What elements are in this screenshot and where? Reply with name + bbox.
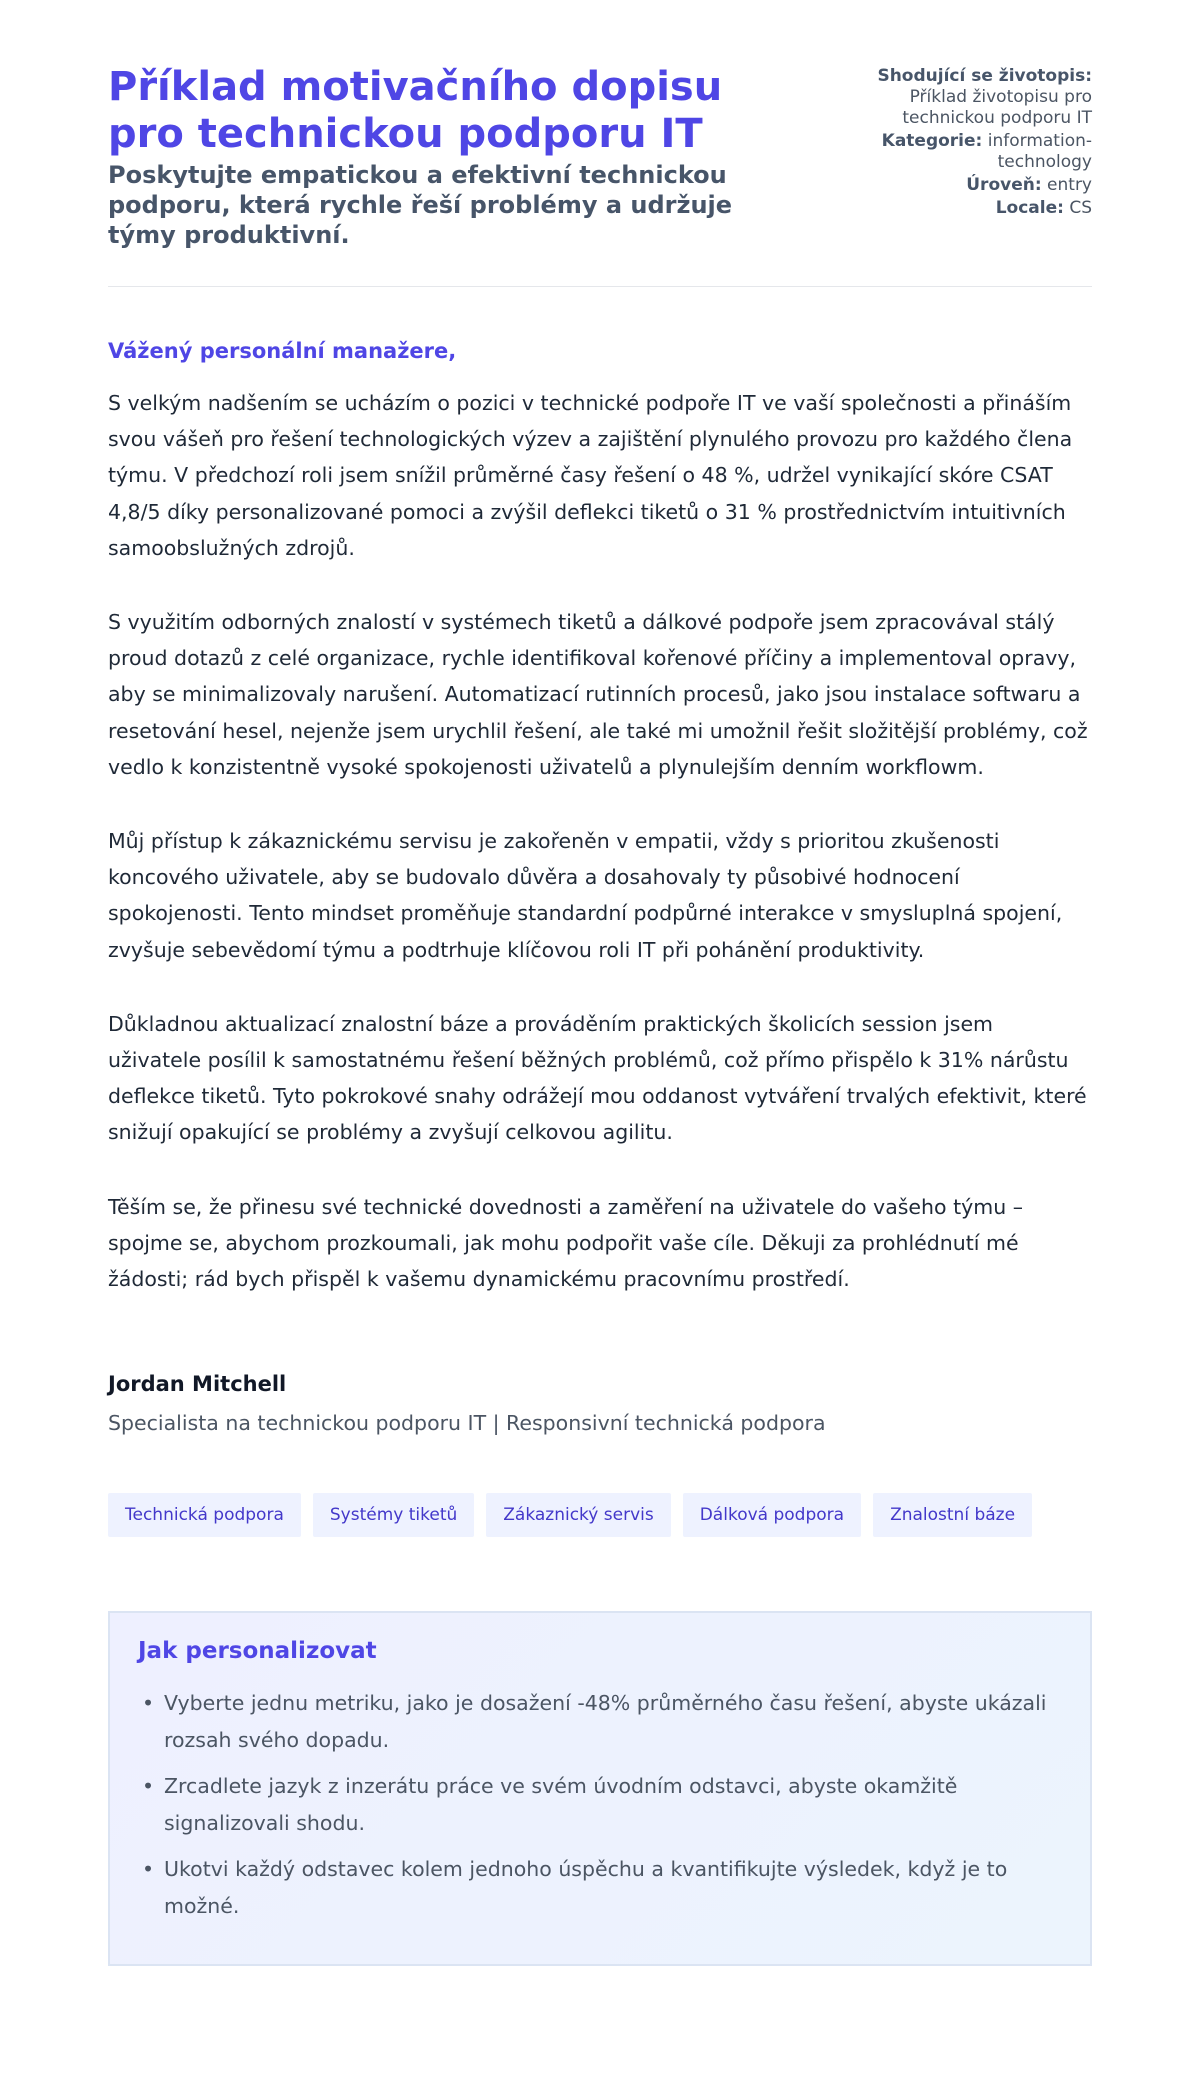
letter-body: [108, 337, 1092, 1297]
bullet-icon: •: [142, 1857, 155, 1882]
meta-resume-value: Příklad životopisu pro technickou podporu IT: [902, 87, 1092, 128]
meta-category-value: information-technology: [987, 131, 1092, 172]
meta-locale-value: CS: [1069, 198, 1092, 218]
meta-resume: [832, 66, 1092, 129]
signature-title: Specialista na technickou podporu IT | Responsivní technická podpora: [108, 1411, 826, 1436]
tips-list: [138, 1685, 1062, 1924]
letter-paragraph: S využitím odborných znalostí v systémech tiketů a dálkové podpoře jsem zpracovával stálý proud dotazů z celé organizace, rychle identifikoval kořenové příčiny a implementoval opravy, aby se minimalizovaly narušení. Automatizací rutinních procesů, jako jsou instalace softwaru a resetování hesel, nejenže jsem urychlil řešení, ale také mi umožnil řešit složitější problémy, což vedlo k konzistentně vysoké spokojenosti uživatelů a plynulejším denním workflowm.: [108, 610, 1088, 779]
skill-tag: Systémy tiketů: [313, 1493, 474, 1537]
meta-locale-label: Locale:: [995, 198, 1064, 218]
tips-list-item: [138, 1685, 1062, 1758]
tips-item-text: Vyberte jednu metriku, jako je dosažení -48% průměrného času řešení, abyste ukázali rozsah svého dopadu.: [164, 1691, 1047, 1752]
tips-item-text: Ukotvi každý odstavec kolem jednoho úspěchu a kvantifikujte výsledek, když je to možné.: [164, 1857, 1008, 1918]
meta-level: [832, 175, 1092, 196]
meta-category-label: Kategorie:: [881, 131, 983, 151]
bullet-icon: •: [142, 1774, 155, 1799]
skill-tag: Dálková podpora: [683, 1493, 861, 1537]
skill-tag: Znalostní báze: [873, 1493, 1032, 1537]
tips-list-item: [138, 1768, 1062, 1841]
letter-paragraph: Můj přístup k zákaznickému servisu je zakořeněn v empatii, vždy s prioritou zkušenosti koncového uživatele, aby se budovalo důvěra a dosahovaly ty působivé hodnocení spokojenosti. Tento mindset proměňuje standardní podpůrné interakce v smysluplná spojení, zvyšuje sebevědomí týmu a podtrhuje klíčovou roli IT při pohánění produktivity.: [108, 829, 1063, 962]
skill-tags: [108, 1493, 1092, 1537]
letter-paragraphs: [108, 385, 1092, 1297]
meta-level-label: Úroveň:: [966, 175, 1042, 195]
personalize-tips-box: [108, 1611, 1092, 1966]
tips-list-item: [138, 1851, 1062, 1924]
meta-locale: [832, 198, 1092, 219]
tips-title: Jak personalizovat: [138, 1638, 377, 1665]
skill-tag: Technická podpora: [108, 1493, 301, 1537]
letter-paragraph: S velkým nadšením se ucházím o pozici v technické podpoře IT ve vaší společnosti a přináším svou vášeň pro řešení technologických výzev a zajištění plynulého provozu pro každého člena týmu. V předchozí roli jsem snížil průměrné časy řešení o 48 %, udržel vynikající skóre CSAT 4,8/5 díky personalizované pomoci a zvýšil deflekci tiketů o 31 % prostřednictvím intuitivních samoobslužných zdrojů.: [108, 391, 1073, 560]
salutation: Vážený personální manažere,: [108, 339, 457, 363]
meta-level-value: entry: [1047, 175, 1092, 195]
tips-item-text: Zrcadlete jazyk z inzerátu práce ve svém úvodním odstavci, abyste okamžitě signalizovali shodu.: [164, 1774, 958, 1835]
header-titles: [108, 64, 808, 250]
page-subtitle: Poskytujte empatickou a efektivní technickou podporu, která rychle řeší problémy a udržuje týmy produktivní.: [108, 161, 733, 249]
skill-tag: Zákaznický servis: [486, 1493, 670, 1537]
page-header: [108, 64, 1092, 287]
letter-paragraph: Důkladnou aktualizací znalostní báze a prováděním praktických školicích session jsem uživatele posílil k samostatnému řešení běžných problémů, což přímo přispělo k 31% nárůstu deflekce tiketů. Tyto pokrokové snahy odrážejí mou oddanost vytváření trvalých efektivit, které snižují opakující se problémy a zvyšují celkovou agilitu.: [108, 1011, 1087, 1145]
meta-category: [832, 131, 1092, 173]
signature-name: Jordan Mitchell: [108, 1372, 287, 1397]
signature-block: [108, 1369, 1092, 1437]
meta-resume-label: Shodující se životopis:: [877, 66, 1092, 86]
bullet-icon: •: [142, 1691, 155, 1716]
page-title: Příklad motivačního dopisu pro technickou podporu IT: [108, 64, 723, 157]
letter-paragraph: Těším se, že přinesu své technické dovednosti a zaměření na uživatele do vašeho týmu – spojme se, abychom prozkoumali, jak mohu podpořit vaše cíle. Děkuji za prohlédnutí mé žádosti; rád bych přispěl k vašemu dynamickému pracovnímu prostředí.: [108, 1194, 1023, 1292]
meta-panel: [832, 64, 1092, 221]
